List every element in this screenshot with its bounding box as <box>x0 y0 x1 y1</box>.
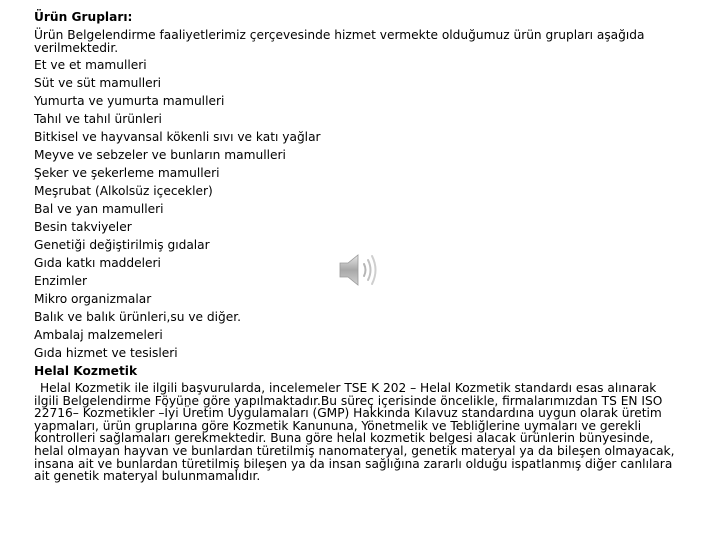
list-item: Tahıl ve tahıl ürünleri <box>34 112 162 126</box>
list-item: Meyve ve sebzeler ve bunların mamulleri <box>34 148 286 162</box>
list-item: Genetiği değiştirilmiş gıdalar <box>34 238 210 252</box>
list-item: Mikro organizmalar <box>34 292 152 306</box>
document-body <box>34 8 684 483</box>
list-item: Et ve et mamulleri <box>34 58 147 72</box>
speaker-icon[interactable] <box>336 250 384 290</box>
list-item: Bitkisel ve hayvansal kökenli sıvı ve katı yağlar <box>34 130 321 144</box>
list-item: Meşrubat (Alkolsüz içecekler) <box>34 184 213 198</box>
product-group-list <box>34 56 684 362</box>
list-item: Ambalaj malzemeleri <box>34 328 163 342</box>
section-body-text: Helal Kozmetik ile ilgili başvurularda, incelemeler TSE K 202 – Helal Kozmetik standardı esas alınarak ilgili Belgelendirme Föyüne göre yapılmaktadır.Bu süreç içerisinde öncelikle, firmalarımızdan TS EN ISO 22716– Kozmetikler –İyi Üretim Uygulamaları (GMP) Hakkında Kılavuz standardına uygun olarak üretim yapmaları, ürün gruplarına göre Kozmetik Kanununa, Yönetmelik ve Tebliğlerine uymaları ve gerekli kontrolleri sağlamaları gerekmektedir. Buna göre helal kozmetik belgesi alacak ürünlerin bünyesinde, helal olmayan hayvan ve bunlardan türetilmiş nanomateryal, genetik materyal ya da bileşen olmayacak, insana ait ve bunlardan türetilmiş bileşen ya da insan sağlığına zararlı olduğu ispatlanmış diğer canlılara ait genetik materyal bulunmamalıdır. <box>34 381 675 484</box>
list-item: Gıda hizmet ve tesisleri <box>34 346 178 360</box>
section-title-helal-kozmetik: Helal Kozmetik <box>34 364 138 378</box>
list-item: Bal ve yan mamulleri <box>34 202 164 216</box>
page-heading: Ürün Grupları: <box>34 10 133 24</box>
intro-text: Ürün Belgelendirme faaliyetlerimiz çerçevesinde hizmet vermekte olduğumuz ürün grupları aşağıda verilmektedir. <box>34 28 645 55</box>
list-item: Balık ve balık ürünleri,su ve diğer. <box>34 310 242 324</box>
list-item: Şeker ve şekerleme mamulleri <box>34 166 220 180</box>
list-item: Yumurta ve yumurta mamulleri <box>34 94 225 108</box>
list-item: Süt ve süt mamulleri <box>34 76 162 90</box>
list-item: Gıda katkı maddeleri <box>34 256 161 270</box>
list-item: Enzimler <box>34 274 87 288</box>
list-item: Besin takviyeler <box>34 220 132 234</box>
